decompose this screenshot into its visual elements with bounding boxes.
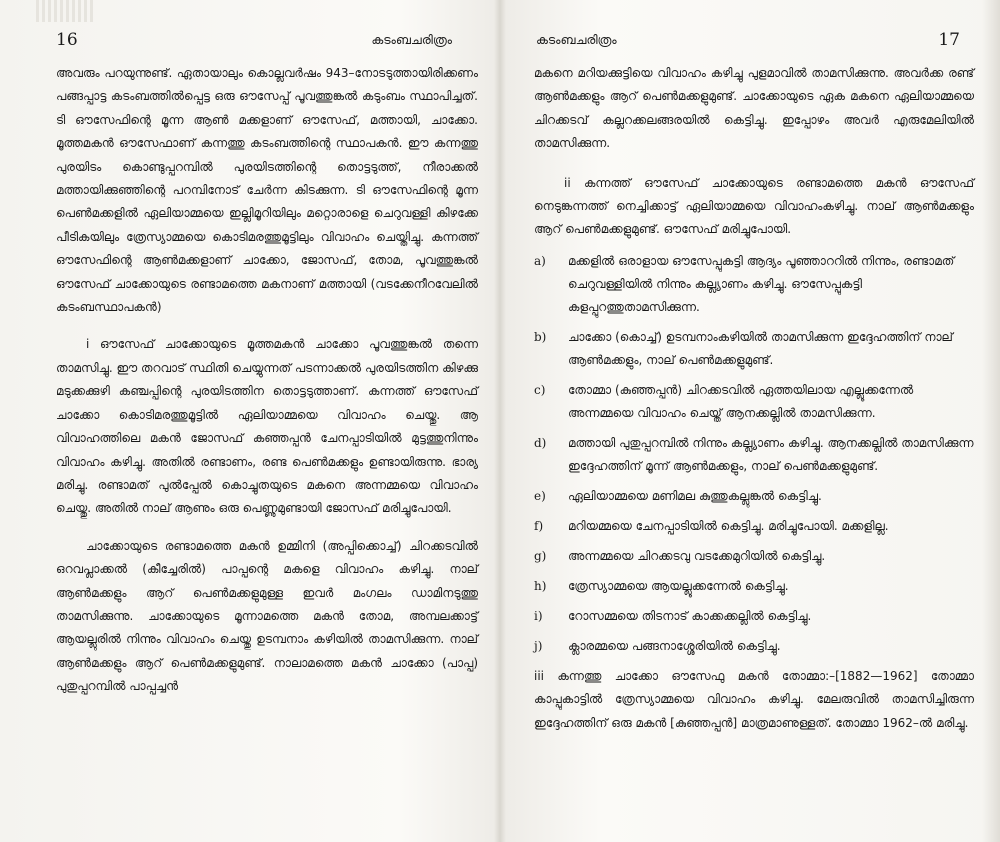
list-text: തോമ്മാ (കുഞ്ഞപ്പൻ) ചിറക്കടവിൽ ഏത്തയിലായ എല്ലൂക്കന്നേൽ അന്നമ്മയെ വിവാഹം ചെയ്ത് ആനക്കല്ലിൽ താമസിക്കുന്ന. xyxy=(568,382,914,420)
list-text: റോസമ്മയെ തിടനാട് കാക്കക്കല്ലിൽ കെട്ടിച്ചു. xyxy=(568,608,812,623)
list-item xyxy=(534,379,974,425)
list-marker: g) xyxy=(534,548,547,563)
right-paragraph-iii: iii കന്നത്തു ചാക്കോ ഔസേഫു മകൻ തോമ്മാ:–[1882—1962] തോമ്മാ കാപ്പുകാട്ടിൽ ത്രേസ്യാമ്മയെ വിവാഹം കഴിച്ചു. മേലരുവിൽ താമസിച്ചിരുന്ന ഇദ്ദേഹത്തിന് ഒരു മകൻ [കുഞ്ഞപ്പൻ] മാത്രമാണുള്ളത്. തോമ്മാ 1962–ൽ മരിച്ചു. xyxy=(534,668,974,730)
list-marker: a) xyxy=(534,253,546,268)
list-text: മത്തായി പുതുപ്പറമ്പിൽ നിന്നും കല്ല്യാണം കഴിച്ചു. ആനക്കല്ലിൽ താമസിക്കുന്ന ഇദ്ദേഹത്തിന് മൂന്ന് ആൺമക്കളും, നാല് പെൺമക്കളുമുണ്ട്. xyxy=(568,435,974,473)
right-page xyxy=(500,0,1000,842)
list-marker: c) xyxy=(534,382,546,397)
right-intro-paragraph: മകനെ മറിയക്കുട്ടിയെ വിവാഹം കഴിച്ചു പുളമാവിൽ താമസിക്കുന്നു. അവർക്ക രണ്ട് ആൺമക്കളും ആറ് പെൺമക്കളുമുണ്ട്. ചാക്കോയുടെ ഏക മകനെ ഏലിയാമ്മയെ ചിറക്കടവ് കല്ലറക്കലങ്ങരയിൽ കെട്ടിച്ചു. ഇപ്പോഴം അവർ എരുമേലിയിൽ താമസിക്കുന്ന. xyxy=(534,66,974,151)
list-text: ക്ലാരമ്മയെ പങ്ങനാശ്ശേരിയിൽ കെട്ടിച്ചു. xyxy=(568,638,781,653)
list-item xyxy=(534,326,974,372)
left-paragraph-2: i ഔസേഫ് ചാക്കോയുടെ മൂത്തമകൻ ചാക്കോ പൂവത്തുങ്കൽ തന്നെ താമസിച്ചു. ഈ തറവാട് സ്ഥിതി ചെയ്യുന്നത് പടന്നാക്കൽ പുരയിടത്തിന കിഴക്കു മടുക്കക്കുഴി കഞ്ചപ്പിന്റെ പുരയിടത്തിന തൊട്ടടുത്താണ്. കന്നത്ത് ഔസേഫ് ചാക്കോ കൊടിമരത്തുമൂട്ടിൽ ഏലിയാമ്മയെ വിവാഹം ചെയ്തു. ആ വിവാഹത്തിലെ മകൻ ജോസഫ് കഞ്ഞപ്പൻ ചേനപ്പാടിയിൽ മുട്ടത്തുനിന്നും വിവാഹം കഴിച്ചു. അതിൽ രണ്ടാണം, രണ്ട പെൺമക്കളും ഉണ്ടായിരുന്നു. ഭാര്യ മരിച്ചു. രണ്ടാമത് പുൽപ്പേൽ കൊച്ചുതയുടെ മകനെ അന്നമ്മയെ വിവാഹം ചെയ്തു. അതിൽ നാല് ആണും ഒരു പെണ്ണുമുണ്ടായി ജോസഫ് മരിച്ചുപോയി. xyxy=(56,337,478,516)
list-item xyxy=(534,605,974,628)
list-marker: h) xyxy=(534,578,547,593)
left-paragraph-1: അവരും പറയുന്നുണ്ട്. ഏതായാലും കൊല്ലവർഷം 943–നോടടുത്തായിരിക്കണം പങ്ങപ്പാട്ട കടംബത്തിൽപ്പെട്ട ഒരു ഔസേപ്പ് പൂവത്തുങ്കൽ കടുംബം സ്ഥാപിച്ചത്. ടി ഔസേഫിന്റെ മൂന്ന ആൺ മക്കളാണ് ഔസേഫ്, മത്തായി, ചാക്കോ. മൂത്തമകൻ ഔസേഫാണ് കന്നത്തു കടംബത്തിന്റെ സ്ഥാപകൻ. ഈ കന്നത്തു പുരയിടം കൊണ്ടുപ്പറമ്പിൽ പുരയിടത്തിന്റെ തൊട്ടടുത്ത്, നീരാക്കൽ മത്തായിക്കുഞ്ഞിന്റെ പറമ്പിനോട് ചേർന്ന കിടക്കുന്ന. ടി ഔസേഫിന്റെ മൂന്ന പെൺമക്കളിൽ ഏലിയാമ്മയെ ഇല്ലിമൂറിയിലും മറ്റൊരാളെ ചെറുവള്ളി കിഴക്കേ പീടികയിലും ത്രേസ്യാമ്മയെ കൊടിമരത്തുമൂട്ടിലും വിവാഹം ചെയ്തിച്ചു. കന്നത്ത് ഔസേഫിന്റെ ആൺമക്കളാണ് ചാക്കോ, ജോസഫ്, തോമ, പൂവത്തുങ്കൽ ഔസേഫ് ചാക്കോയുടെ രണ്ടാമത്തെ മകനാണ് മത്തായി (വടക്കേനീറവേലിൽ കടംബസ്ഥാപകൻ) xyxy=(56,66,478,315)
list-marker: e) xyxy=(534,488,546,503)
list-text: ത്രേസ്യാമ്മയെ ആയല്ലൂക്കന്നേൽ കെട്ടിച്ചു. xyxy=(568,578,789,593)
right-paragraph-ii: ii കന്നത്ത് ഔസേഫ് ചാക്കോയുടെ രണ്ടാമത്തെ മകൻ ഔസേഫ് നെടുങ്കന്നത്ത് നെച്ചിക്കാട്ട് ഏലിയാമ്മയെ വിവാഹംകഴിച്ചു. നാല് ആൺമക്കളും ആറ് പെൺമക്കളുമുണ്ട്. ഔസേഫ് മരിച്ചുപോയി. xyxy=(534,175,974,237)
list-item xyxy=(534,575,974,598)
list-text: മറിയമ്മയെ ചേനപ്പാടിയിൽ കെട്ടിച്ചു. മരിച്ചുപോയി. മക്കളില്ല. xyxy=(568,518,889,533)
list-marker: i) xyxy=(534,608,543,623)
list-item xyxy=(534,515,974,538)
page-number-right: 17 xyxy=(938,30,960,50)
list-marker: b) xyxy=(534,329,547,344)
list-item xyxy=(534,250,974,319)
left-header xyxy=(56,28,478,62)
running-title-left: കടംബചരിത്രം xyxy=(371,32,452,47)
list-item xyxy=(534,432,974,478)
right-header xyxy=(528,28,974,62)
children-list xyxy=(534,250,974,658)
left-paragraph-3: ചാക്കോയുടെ രണ്ടാമത്തെ മകൻ ഉമ്മിനി (അപ്പിക്കൊച്ച്) ചിറക്കടവിൽ ഒറവപ്ലാക്കൽ (കീച്ചേരിൽ) പാപ്പന്റെ മകളെ വിവാഹം കഴിച്ചു. നാല് ആൺമക്കളും ആറ് പെൺമക്കളുമുള്ള ഇവർ മംഗലം ഡാമിനടുത്തു താമസിക്കുന്നു. ചാക്കോയുടെ മൂന്നാമത്തെ മകൻ തോമ, അമ്പലക്കാട്ട് ആയല്ലുരിൽ നിന്നും വിവാഹം ചെയ്തു ഉടമ്പനാം കഴിയിൽ താമസിക്കുന്ന. നാല് ആൺമക്കളും ആറ് പെൺമക്കളുമുണ്ട്. നാലാമത്തെ മകൻ ചാക്കോ (പാപ്പ) പുതുപ്പറമ്പിൽ പാപ്പച്ചൻ xyxy=(56,538,478,694)
list-marker: j) xyxy=(534,638,543,653)
running-title-right: കടംബചരിത്രം xyxy=(536,32,617,47)
list-text: അന്നമ്മയെ ചിറക്കടവു വടക്കേമുറിയിൽ കെട്ടിച്ചു. xyxy=(568,548,826,563)
page-number-left: 16 xyxy=(56,30,78,50)
list-item xyxy=(534,485,974,508)
list-marker: d) xyxy=(534,435,547,450)
list-text: ഏലിയാമ്മയെ മണിമല കുത്തുകല്ലുങ്കൽ കെട്ടിച്ചു. xyxy=(568,488,822,503)
list-marker: f) xyxy=(534,518,544,533)
list-text: മക്കളിൽ ഒരാളായ ഔസേപ്പുകട്ടി ആദ്യം പൂഞ്ഞാററിൽ നിന്നും, രണ്ടാമത് ചെറുവള്ളിയിൽ നിന്നും കല്ല്യാണം കഴിച്ചു. ഔസേപ്പുകട്ടി കളപ്പുറത്തുതാമസിക്കുന്ന. xyxy=(568,253,955,314)
list-text: ചാക്കോ (കൊച്ച്) ഉടമ്പനാംകഴിയിൽ താമസിക്കുന്ന ഇദ്ദേഹത്തിന് നാല് ആൺമക്കളും, നാല് പെൺമക്കളുമുണ്ട്. xyxy=(568,329,953,367)
list-item xyxy=(534,635,974,658)
list-item xyxy=(534,545,974,568)
